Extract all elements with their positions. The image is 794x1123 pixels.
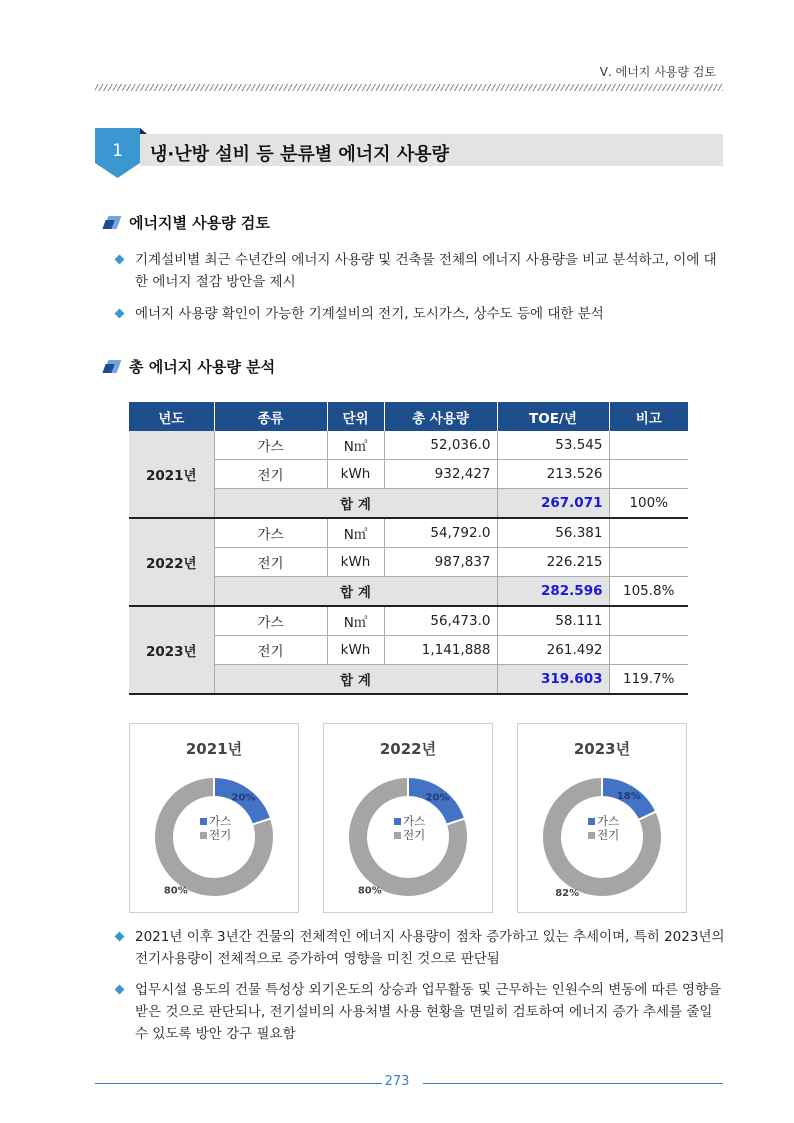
data-label: 20% <box>231 792 256 804</box>
legend-swatch <box>200 818 207 825</box>
legend-label: 전기 <box>209 828 232 842</box>
diamond-bullet-icon <box>115 255 125 265</box>
type-cell: 전기 <box>214 460 327 489</box>
legend-swatch <box>588 818 595 825</box>
legend-label: 전기 <box>403 828 426 842</box>
legend-item-electricity <box>394 828 425 842</box>
chart-legend <box>588 814 619 842</box>
subheading-text: 총 에너지 사용량 분석 <box>129 358 276 376</box>
note-cell <box>609 431 688 460</box>
legend-label: 가스 <box>597 814 620 828</box>
table-header-row <box>129 402 688 431</box>
type-cell: 가스 <box>214 518 327 548</box>
section-title: 냉·난방 설비 등 분류별 에너지 사용량 <box>150 144 449 165</box>
chart-legend <box>200 814 231 842</box>
note-cell <box>609 636 688 665</box>
footer-rule-left <box>95 1083 382 1084</box>
header-hatch-divider <box>95 84 723 91</box>
donut-chart-2022 <box>323 723 493 913</box>
type-cell: 전기 <box>214 548 327 577</box>
section-badge-notch <box>140 128 147 134</box>
note-cell <box>609 460 688 489</box>
total-toe-cell: 282.596 <box>497 577 609 607</box>
toe-cell: 53.545 <box>497 431 609 460</box>
bullet-item <box>116 303 728 325</box>
usage-cell: 54,792.0 <box>384 518 497 548</box>
note-cell <box>609 518 688 548</box>
type-cell: 가스 <box>214 606 327 636</box>
toe-cell: 56.381 <box>497 518 609 548</box>
toe-cell: 261.492 <box>497 636 609 665</box>
legend-item-electricity <box>588 828 619 842</box>
conclusion-text: 2021년 이후 3년간 건물의 전체적인 에너지 사용량이 점차 증가하고 있는 추세이며, 특히 2023년의 전기사용량이 전체적으로 증가하여 영향을 미친 것으로 판단됨 <box>135 929 725 967</box>
total-toe-cell: 319.603 <box>497 665 609 695</box>
column-header: 년도 <box>129 402 214 431</box>
legend-item-electricity <box>200 828 231 842</box>
toe-cell: 226.215 <box>497 548 609 577</box>
usage-cell: 987,837 <box>384 548 497 577</box>
subheading-energy-review <box>104 212 270 233</box>
type-cell: 가스 <box>214 431 327 460</box>
usage-cell: 52,036.0 <box>384 431 497 460</box>
year-cell: 2022년 <box>129 518 214 606</box>
ratio-note-cell: 105.8% <box>609 577 688 607</box>
page-number: 273 <box>384 1074 410 1089</box>
table-row <box>129 431 688 460</box>
data-label: 80% <box>163 885 188 897</box>
legend-swatch <box>200 832 207 839</box>
column-header: 비고 <box>609 402 688 431</box>
bullet-item <box>116 249 728 293</box>
energy-usage-table <box>129 402 688 695</box>
diamond-bullet-icon <box>115 985 125 995</box>
legend-item-gas <box>394 814 425 828</box>
section-number: 1 <box>112 141 123 161</box>
sum-label: 합 계 <box>214 577 497 607</box>
unit-cell: kWh <box>327 460 384 489</box>
type-cell: 전기 <box>214 636 327 665</box>
chart-title: 2022년 <box>379 740 437 758</box>
usage-cell: 932,427 <box>384 460 497 489</box>
column-header: 총 사용량 <box>384 402 497 431</box>
usage-cell: 56,473.0 <box>384 606 497 636</box>
chart-legend <box>394 814 425 842</box>
toe-cell: 213.526 <box>497 460 609 489</box>
sum-label: 합 계 <box>214 489 497 519</box>
legend-label: 가스 <box>209 814 232 828</box>
legend-label: 가스 <box>403 814 426 828</box>
footer-rule-right <box>423 1083 723 1084</box>
unit-cell: kWh <box>327 548 384 577</box>
cube-icon <box>104 216 121 230</box>
ratio-note-cell: 100% <box>609 489 688 519</box>
column-header: TOE/년 <box>497 402 609 431</box>
bullet-text: 에너지 사용량 확인이 가능한 기계설비의 전기, 도시가스, 상수도 등에 대한 분석 <box>135 306 604 322</box>
conclusion-item <box>116 979 728 1045</box>
conclusion-text: 업무시설 용도의 건물 특성상 외기온도의 상승과 업무활동 및 근무하는 인원수의 변동에 따른 영향을 받은 것으로 판단되나, 전기설비의 사용처별 사용 현황을 면밀히 검토하여 에너지 증가 추세를 줄일 수 있도록 방안 강구 필요함 <box>135 982 722 1042</box>
donut-chart-2023 <box>517 723 687 913</box>
data-label: 18% <box>616 790 641 802</box>
column-header: 단위 <box>327 402 384 431</box>
toe-cell: 58.111 <box>497 606 609 636</box>
data-label: 82% <box>555 887 580 899</box>
subheading-text: 에너지별 사용량 검토 <box>129 214 270 232</box>
sum-label: 합 계 <box>214 665 497 695</box>
unit-cell: N㎥ <box>327 431 384 460</box>
bullet-text: 기계설비별 최근 수년간의 에너지 사용량 및 건축물 전체의 에너지 사용량을 비교 분석하고, 이에 대한 에너지 절감 방안을 제시 <box>135 252 717 290</box>
running-header: Ⅴ. 에너지 사용량 검토 <box>599 65 716 79</box>
conclusion-item <box>116 926 728 970</box>
data-label: 20% <box>425 792 450 804</box>
ratio-note-cell: 119.7% <box>609 665 688 695</box>
chart-title: 2021년 <box>185 740 243 758</box>
unit-cell: N㎥ <box>327 518 384 548</box>
chart-title: 2023년 <box>573 740 631 758</box>
year-cell: 2023년 <box>129 606 214 694</box>
diamond-bullet-icon <box>115 309 125 319</box>
total-toe-cell: 267.071 <box>497 489 609 519</box>
note-cell <box>609 606 688 636</box>
cube-icon <box>104 360 121 374</box>
legend-item-gas <box>200 814 231 828</box>
donut-chart-2021 <box>129 723 299 913</box>
unit-cell: kWh <box>327 636 384 665</box>
legend-swatch <box>394 818 401 825</box>
table-row <box>129 518 688 548</box>
data-label: 80% <box>357 885 382 897</box>
note-cell <box>609 548 688 577</box>
diamond-bullet-icon <box>115 932 125 942</box>
unit-cell: N㎥ <box>327 606 384 636</box>
legend-swatch <box>588 832 595 839</box>
column-header: 종류 <box>214 402 327 431</box>
usage-cell: 1,141,888 <box>384 636 497 665</box>
table-row <box>129 606 688 636</box>
subheading-total-usage <box>104 356 275 377</box>
legend-item-gas <box>588 814 619 828</box>
legend-swatch <box>394 832 401 839</box>
legend-label: 전기 <box>597 828 620 842</box>
year-cell: 2021년 <box>129 431 214 518</box>
